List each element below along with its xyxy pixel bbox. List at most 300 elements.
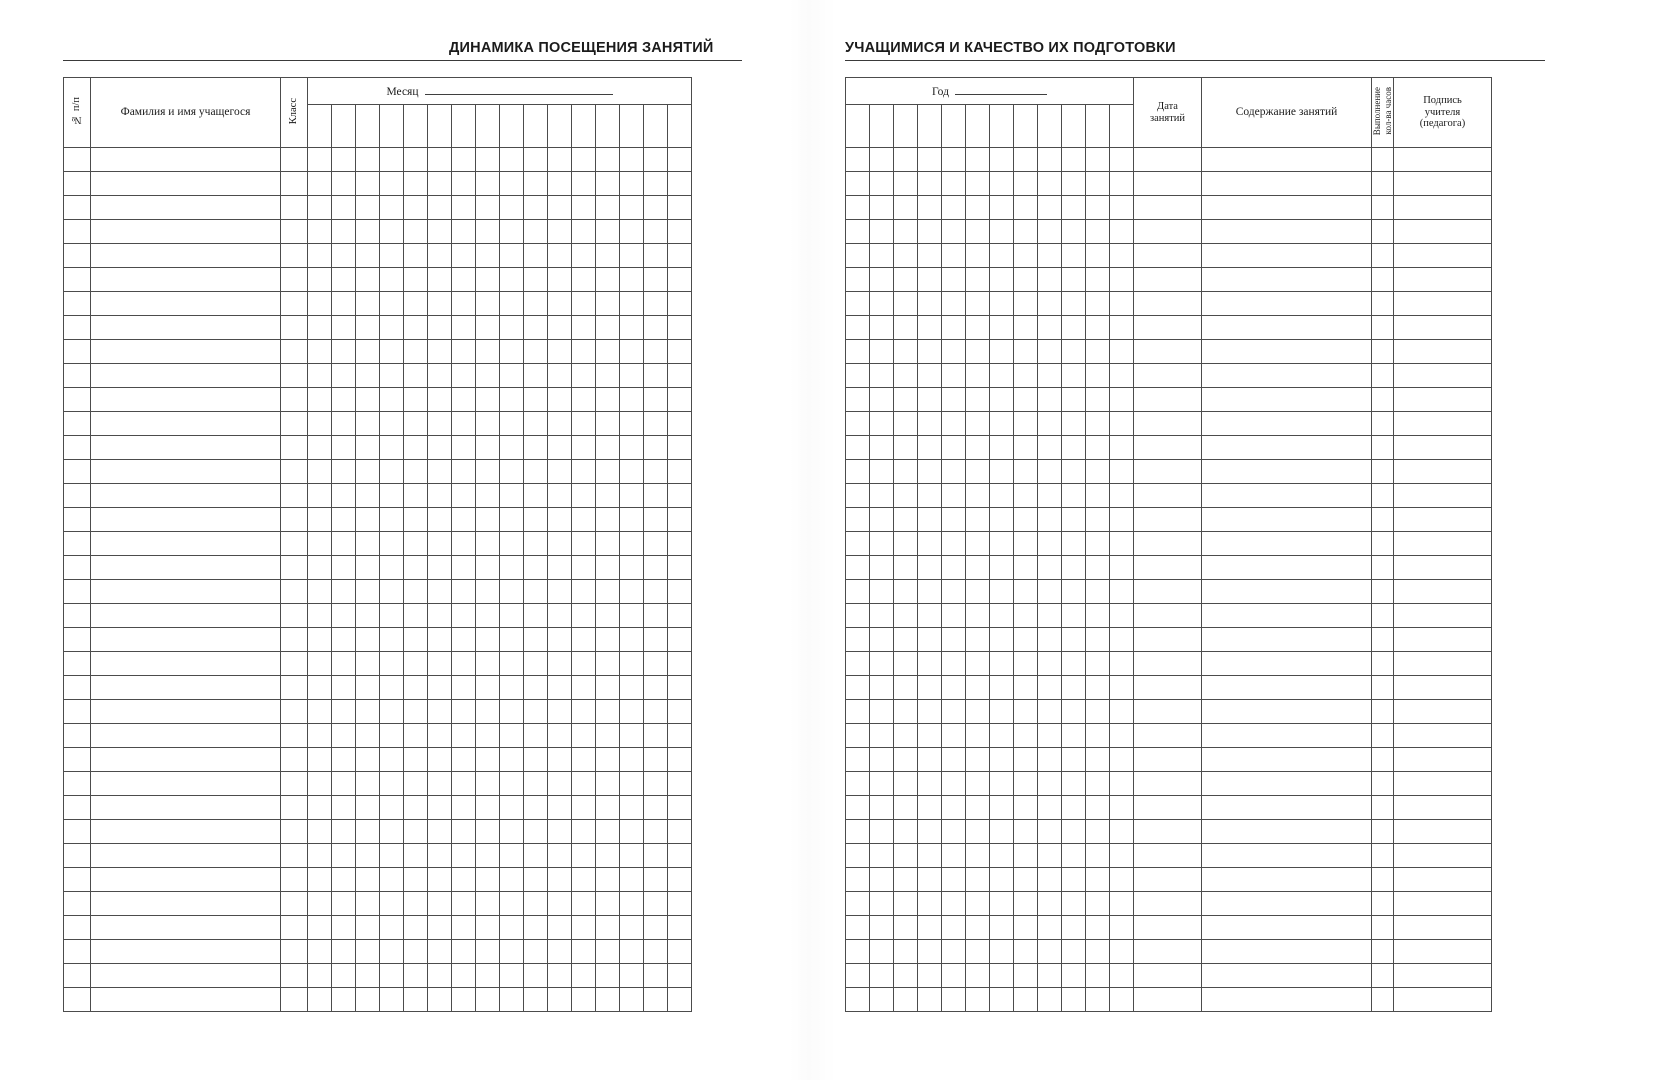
cell-day[interactable]: [942, 796, 966, 820]
cell-day[interactable]: [596, 868, 620, 892]
cell-day[interactable]: [870, 796, 894, 820]
cell-day[interactable]: [380, 268, 404, 292]
cell-day[interactable]: [380, 580, 404, 604]
cell-day[interactable]: [332, 748, 356, 772]
cell-day[interactable]: [380, 316, 404, 340]
cell-day[interactable]: [918, 820, 942, 844]
cell-day[interactable]: [668, 556, 692, 580]
cell-number[interactable]: [64, 892, 91, 916]
cell-day[interactable]: [668, 844, 692, 868]
cell-day[interactable]: [1110, 580, 1134, 604]
cell-day[interactable]: [524, 940, 548, 964]
cell-day[interactable]: [380, 292, 404, 316]
cell-day[interactable]: [1110, 916, 1134, 940]
cell-day[interactable]: [476, 724, 500, 748]
cell-day[interactable]: [476, 220, 500, 244]
cell-day[interactable]: [428, 652, 452, 676]
cell-day[interactable]: [620, 172, 644, 196]
cell-day[interactable]: [500, 916, 524, 940]
cell-day[interactable]: [380, 196, 404, 220]
cell-day[interactable]: [524, 460, 548, 484]
cell-day[interactable]: [1086, 772, 1110, 796]
cell-day[interactable]: [428, 364, 452, 388]
cell-day[interactable]: [1038, 940, 1062, 964]
cell-day[interactable]: [404, 988, 428, 1012]
cell-day[interactable]: [1038, 220, 1062, 244]
cell-day[interactable]: [596, 508, 620, 532]
cell-day[interactable]: [918, 268, 942, 292]
cell-day[interactable]: [668, 508, 692, 532]
cell-hours[interactable]: [1372, 340, 1394, 364]
day-cell[interactable]: [894, 105, 918, 148]
cell-hours[interactable]: [1372, 556, 1394, 580]
cell-student-name[interactable]: [91, 268, 281, 292]
cell-day[interactable]: [918, 772, 942, 796]
cell-day[interactable]: [380, 388, 404, 412]
cell-class[interactable]: [281, 820, 308, 844]
cell-day[interactable]: [966, 244, 990, 268]
cell-day[interactable]: [1038, 244, 1062, 268]
cell-day[interactable]: [524, 364, 548, 388]
cell-day[interactable]: [500, 724, 524, 748]
cell-day[interactable]: [428, 196, 452, 220]
cell-day[interactable]: [596, 460, 620, 484]
cell-day[interactable]: [404, 652, 428, 676]
cell-day[interactable]: [1062, 748, 1086, 772]
cell-day[interactable]: [500, 292, 524, 316]
cell-day[interactable]: [452, 508, 476, 532]
cell-day[interactable]: [308, 196, 332, 220]
cell-day[interactable]: [1086, 628, 1110, 652]
cell-lesson-content[interactable]: [1202, 316, 1372, 340]
cell-day[interactable]: [1110, 220, 1134, 244]
cell-student-name[interactable]: [91, 460, 281, 484]
cell-lesson-content[interactable]: [1202, 916, 1372, 940]
cell-number[interactable]: [64, 220, 91, 244]
cell-day[interactable]: [452, 724, 476, 748]
cell-hours[interactable]: [1372, 412, 1394, 436]
cell-day[interactable]: [990, 652, 1014, 676]
cell-day[interactable]: [942, 484, 966, 508]
cell-student-name[interactable]: [91, 724, 281, 748]
cell-day[interactable]: [404, 676, 428, 700]
cell-day[interactable]: [942, 604, 966, 628]
cell-hours[interactable]: [1372, 460, 1394, 484]
cell-lesson-date[interactable]: [1134, 844, 1202, 868]
cell-number[interactable]: [64, 628, 91, 652]
cell-class[interactable]: [281, 700, 308, 724]
cell-day[interactable]: [1038, 820, 1062, 844]
cell-student-name[interactable]: [91, 316, 281, 340]
cell-day[interactable]: [894, 412, 918, 436]
cell-day[interactable]: [308, 796, 332, 820]
cell-day[interactable]: [668, 460, 692, 484]
cell-day[interactable]: [332, 652, 356, 676]
cell-day[interactable]: [380, 796, 404, 820]
cell-day[interactable]: [918, 508, 942, 532]
month-blank-line[interactable]: [425, 84, 613, 95]
cell-day[interactable]: [500, 676, 524, 700]
cell-day[interactable]: [500, 892, 524, 916]
cell-day[interactable]: [918, 964, 942, 988]
cell-day[interactable]: [990, 292, 1014, 316]
cell-day[interactable]: [846, 316, 870, 340]
cell-day[interactable]: [548, 580, 572, 604]
cell-day[interactable]: [894, 988, 918, 1012]
day-cell[interactable]: [572, 105, 596, 148]
cell-day[interactable]: [1086, 532, 1110, 556]
cell-day[interactable]: [404, 292, 428, 316]
cell-day[interactable]: [572, 340, 596, 364]
cell-signature[interactable]: [1394, 916, 1492, 940]
cell-day[interactable]: [668, 364, 692, 388]
cell-number[interactable]: [64, 748, 91, 772]
cell-day[interactable]: [572, 700, 596, 724]
cell-day[interactable]: [620, 292, 644, 316]
cell-lesson-content[interactable]: [1202, 244, 1372, 268]
cell-day[interactable]: [942, 556, 966, 580]
cell-day[interactable]: [332, 604, 356, 628]
cell-day[interactable]: [966, 148, 990, 172]
day-cell[interactable]: [452, 105, 476, 148]
cell-day[interactable]: [428, 388, 452, 412]
cell-day[interactable]: [620, 412, 644, 436]
cell-day[interactable]: [942, 460, 966, 484]
cell-day[interactable]: [942, 148, 966, 172]
cell-signature[interactable]: [1394, 412, 1492, 436]
cell-class[interactable]: [281, 268, 308, 292]
cell-day[interactable]: [894, 172, 918, 196]
cell-day[interactable]: [668, 388, 692, 412]
cell-day[interactable]: [596, 556, 620, 580]
cell-day[interactable]: [596, 412, 620, 436]
cell-lesson-date[interactable]: [1134, 628, 1202, 652]
cell-day[interactable]: [380, 628, 404, 652]
cell-day[interactable]: [620, 268, 644, 292]
cell-day[interactable]: [942, 652, 966, 676]
cell-day[interactable]: [1086, 340, 1110, 364]
cell-day[interactable]: [332, 772, 356, 796]
cell-day[interactable]: [380, 964, 404, 988]
cell-day[interactable]: [596, 148, 620, 172]
cell-day[interactable]: [870, 196, 894, 220]
cell-day[interactable]: [1014, 844, 1038, 868]
cell-day[interactable]: [846, 940, 870, 964]
cell-day[interactable]: [1038, 772, 1062, 796]
cell-day[interactable]: [1086, 508, 1110, 532]
cell-day[interactable]: [1086, 676, 1110, 700]
cell-day[interactable]: [404, 316, 428, 340]
cell-day[interactable]: [332, 268, 356, 292]
cell-day[interactable]: [548, 364, 572, 388]
cell-day[interactable]: [668, 700, 692, 724]
cell-number[interactable]: [64, 724, 91, 748]
cell-lesson-date[interactable]: [1134, 772, 1202, 796]
cell-hours[interactable]: [1372, 892, 1394, 916]
cell-day[interactable]: [1110, 340, 1134, 364]
cell-student-name[interactable]: [91, 388, 281, 412]
cell-day[interactable]: [1038, 604, 1062, 628]
cell-student-name[interactable]: [91, 772, 281, 796]
cell-day[interactable]: [548, 940, 572, 964]
cell-lesson-date[interactable]: [1134, 148, 1202, 172]
cell-number[interactable]: [64, 964, 91, 988]
cell-day[interactable]: [942, 988, 966, 1012]
cell-class[interactable]: [281, 508, 308, 532]
cell-day[interactable]: [452, 580, 476, 604]
cell-hours[interactable]: [1372, 724, 1394, 748]
cell-day[interactable]: [644, 964, 668, 988]
cell-day[interactable]: [918, 892, 942, 916]
cell-lesson-content[interactable]: [1202, 220, 1372, 244]
cell-hours[interactable]: [1372, 268, 1394, 292]
cell-day[interactable]: [572, 196, 596, 220]
cell-day[interactable]: [942, 844, 966, 868]
cell-class[interactable]: [281, 628, 308, 652]
cell-lesson-content[interactable]: [1202, 724, 1372, 748]
cell-day[interactable]: [918, 604, 942, 628]
cell-day[interactable]: [476, 676, 500, 700]
cell-day[interactable]: [380, 892, 404, 916]
cell-class[interactable]: [281, 244, 308, 268]
cell-day[interactable]: [332, 364, 356, 388]
cell-lesson-date[interactable]: [1134, 676, 1202, 700]
cell-day[interactable]: [846, 532, 870, 556]
cell-day[interactable]: [524, 628, 548, 652]
cell-day[interactable]: [942, 364, 966, 388]
cell-day[interactable]: [452, 652, 476, 676]
day-cell[interactable]: [596, 105, 620, 148]
cell-student-name[interactable]: [91, 604, 281, 628]
cell-day[interactable]: [918, 532, 942, 556]
cell-day[interactable]: [380, 172, 404, 196]
day-cell[interactable]: [500, 105, 524, 148]
cell-day[interactable]: [428, 436, 452, 460]
cell-student-name[interactable]: [91, 964, 281, 988]
cell-day[interactable]: [1038, 724, 1062, 748]
cell-day[interactable]: [870, 316, 894, 340]
cell-day[interactable]: [846, 748, 870, 772]
cell-day[interactable]: [846, 820, 870, 844]
cell-day[interactable]: [1014, 892, 1038, 916]
cell-student-name[interactable]: [91, 916, 281, 940]
cell-day[interactable]: [1014, 268, 1038, 292]
cell-day[interactable]: [966, 700, 990, 724]
cell-day[interactable]: [1014, 964, 1038, 988]
cell-day[interactable]: [846, 844, 870, 868]
cell-number[interactable]: [64, 388, 91, 412]
cell-day[interactable]: [620, 748, 644, 772]
cell-day[interactable]: [572, 676, 596, 700]
cell-day[interactable]: [966, 988, 990, 1012]
cell-signature[interactable]: [1394, 484, 1492, 508]
cell-day[interactable]: [428, 844, 452, 868]
cell-day[interactable]: [308, 844, 332, 868]
cell-day[interactable]: [846, 172, 870, 196]
cell-number[interactable]: [64, 268, 91, 292]
cell-student-name[interactable]: [91, 364, 281, 388]
cell-class[interactable]: [281, 388, 308, 412]
cell-day[interactable]: [966, 436, 990, 460]
cell-day[interactable]: [500, 628, 524, 652]
cell-day[interactable]: [476, 892, 500, 916]
cell-day[interactable]: [846, 628, 870, 652]
day-cell[interactable]: [966, 105, 990, 148]
cell-day[interactable]: [620, 868, 644, 892]
cell-day[interactable]: [870, 772, 894, 796]
cell-day[interactable]: [332, 412, 356, 436]
day-cell[interactable]: [380, 105, 404, 148]
cell-day[interactable]: [846, 676, 870, 700]
cell-day[interactable]: [668, 172, 692, 196]
cell-day[interactable]: [428, 556, 452, 580]
cell-day[interactable]: [380, 364, 404, 388]
cell-number[interactable]: [64, 340, 91, 364]
cell-day[interactable]: [500, 700, 524, 724]
cell-day[interactable]: [332, 196, 356, 220]
cell-lesson-date[interactable]: [1134, 868, 1202, 892]
day-cell[interactable]: [476, 105, 500, 148]
cell-day[interactable]: [332, 916, 356, 940]
cell-class[interactable]: [281, 580, 308, 604]
cell-day[interactable]: [966, 172, 990, 196]
cell-signature[interactable]: [1394, 508, 1492, 532]
cell-day[interactable]: [356, 532, 380, 556]
cell-day[interactable]: [380, 340, 404, 364]
cell-day[interactable]: [942, 940, 966, 964]
cell-day[interactable]: [500, 532, 524, 556]
cell-day[interactable]: [572, 724, 596, 748]
cell-day[interactable]: [332, 868, 356, 892]
cell-day[interactable]: [428, 604, 452, 628]
cell-day[interactable]: [894, 676, 918, 700]
cell-day[interactable]: [500, 796, 524, 820]
cell-day[interactable]: [1014, 364, 1038, 388]
cell-day[interactable]: [894, 268, 918, 292]
cell-day[interactable]: [620, 940, 644, 964]
cell-day[interactable]: [668, 580, 692, 604]
cell-student-name[interactable]: [91, 556, 281, 580]
cell-day[interactable]: [990, 508, 1014, 532]
cell-hours[interactable]: [1372, 844, 1394, 868]
cell-hours[interactable]: [1372, 580, 1394, 604]
cell-day[interactable]: [548, 628, 572, 652]
cell-day[interactable]: [1014, 676, 1038, 700]
cell-day[interactable]: [524, 148, 548, 172]
cell-day[interactable]: [596, 172, 620, 196]
cell-day[interactable]: [1014, 988, 1038, 1012]
cell-day[interactable]: [966, 868, 990, 892]
day-cell[interactable]: [308, 105, 332, 148]
cell-day[interactable]: [870, 940, 894, 964]
cell-day[interactable]: [918, 556, 942, 580]
cell-day[interactable]: [356, 820, 380, 844]
day-cell[interactable]: [428, 105, 452, 148]
cell-day[interactable]: [1062, 292, 1086, 316]
cell-hours[interactable]: [1372, 772, 1394, 796]
cell-day[interactable]: [524, 844, 548, 868]
cell-day[interactable]: [644, 148, 668, 172]
day-cell[interactable]: [332, 105, 356, 148]
cell-class[interactable]: [281, 940, 308, 964]
cell-day[interactable]: [308, 940, 332, 964]
cell-day[interactable]: [990, 892, 1014, 916]
cell-day[interactable]: [428, 820, 452, 844]
cell-day[interactable]: [1086, 700, 1110, 724]
cell-hours[interactable]: [1372, 964, 1394, 988]
cell-day[interactable]: [356, 724, 380, 748]
cell-day[interactable]: [942, 292, 966, 316]
cell-day[interactable]: [644, 844, 668, 868]
cell-day[interactable]: [846, 484, 870, 508]
cell-day[interactable]: [942, 172, 966, 196]
cell-day[interactable]: [476, 268, 500, 292]
cell-day[interactable]: [990, 316, 1014, 340]
cell-day[interactable]: [1110, 244, 1134, 268]
cell-day[interactable]: [476, 244, 500, 268]
cell-day[interactable]: [500, 340, 524, 364]
cell-hours[interactable]: [1372, 604, 1394, 628]
cell-day[interactable]: [942, 868, 966, 892]
cell-lesson-content[interactable]: [1202, 772, 1372, 796]
cell-day[interactable]: [966, 268, 990, 292]
cell-day[interactable]: [596, 580, 620, 604]
cell-day[interactable]: [596, 340, 620, 364]
cell-day[interactable]: [572, 148, 596, 172]
cell-day[interactable]: [572, 628, 596, 652]
cell-day[interactable]: [1038, 388, 1062, 412]
cell-day[interactable]: [548, 820, 572, 844]
cell-day[interactable]: [1014, 340, 1038, 364]
cell-number[interactable]: [64, 652, 91, 676]
cell-day[interactable]: [596, 892, 620, 916]
cell-hours[interactable]: [1372, 508, 1394, 532]
cell-day[interactable]: [452, 412, 476, 436]
cell-day[interactable]: [942, 820, 966, 844]
cell-day[interactable]: [596, 628, 620, 652]
cell-day[interactable]: [308, 868, 332, 892]
cell-day[interactable]: [428, 532, 452, 556]
cell-day[interactable]: [428, 772, 452, 796]
cell-day[interactable]: [572, 916, 596, 940]
cell-day[interactable]: [942, 244, 966, 268]
cell-day[interactable]: [668, 988, 692, 1012]
cell-day[interactable]: [966, 556, 990, 580]
cell-day[interactable]: [644, 220, 668, 244]
cell-day[interactable]: [548, 292, 572, 316]
cell-day[interactable]: [918, 220, 942, 244]
cell-day[interactable]: [668, 628, 692, 652]
cell-day[interactable]: [500, 964, 524, 988]
cell-day[interactable]: [404, 892, 428, 916]
cell-number[interactable]: [64, 916, 91, 940]
cell-day[interactable]: [476, 196, 500, 220]
cell-lesson-content[interactable]: [1202, 412, 1372, 436]
cell-day[interactable]: [404, 772, 428, 796]
cell-day[interactable]: [846, 244, 870, 268]
cell-number[interactable]: [64, 148, 91, 172]
cell-day[interactable]: [596, 796, 620, 820]
cell-day[interactable]: [894, 556, 918, 580]
cell-day[interactable]: [644, 196, 668, 220]
cell-hours[interactable]: [1372, 196, 1394, 220]
cell-day[interactable]: [918, 748, 942, 772]
cell-day[interactable]: [476, 940, 500, 964]
cell-day[interactable]: [1014, 508, 1038, 532]
cell-day[interactable]: [918, 652, 942, 676]
cell-day[interactable]: [452, 892, 476, 916]
cell-day[interactable]: [894, 580, 918, 604]
